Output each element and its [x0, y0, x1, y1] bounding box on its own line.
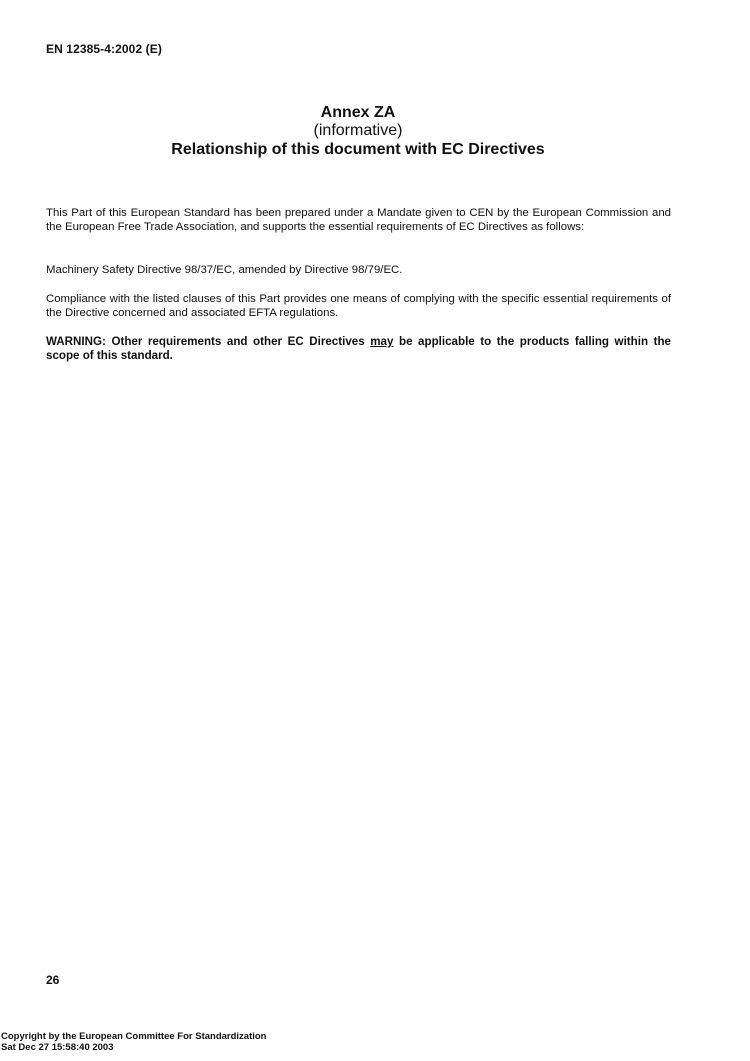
- warning-emphasis: may: [370, 335, 394, 348]
- warning-text-start: WARNING: Other requirements and other EC Directives: [46, 335, 371, 348]
- directive-paragraph: Machinery Safety Directive 98/37/EC, amended by Directive 98/79/EC.: [46, 264, 403, 276]
- annex-heading: [0, 103, 716, 160]
- copyright-footer: [1, 1031, 267, 1053]
- annex-title: Annex ZA: [320, 104, 396, 121]
- page-number: 26: [46, 973, 60, 987]
- timestamp-line: Sat Dec 27 15:58:40 2003: [1, 1042, 114, 1053]
- copyright-line: Copyright by the European Committee For Standardization: [1, 1031, 267, 1042]
- warning-paragraph: [46, 335, 671, 364]
- warning-text-end: be applicable to the products falling within the scope of this standard.: [46, 335, 671, 363]
- annex-subtitle: (informative): [313, 122, 403, 139]
- document-id: EN 12385-4:2002 (E): [46, 42, 162, 56]
- annex-caption: Relationship of this document with EC Directives: [171, 141, 545, 158]
- mandate-paragraph: This Part of this European Standard has been prepared under a Mandate given to CEN by the European Commission and the European Free Trade Association, and supports the essential requirements of EC Directives as follows:: [46, 207, 671, 234]
- compliance-paragraph: Compliance with the listed clauses of this Part provides one means of complying with the specific essential requirements of the Directive concerned and associated EFTA regulations.: [46, 293, 671, 320]
